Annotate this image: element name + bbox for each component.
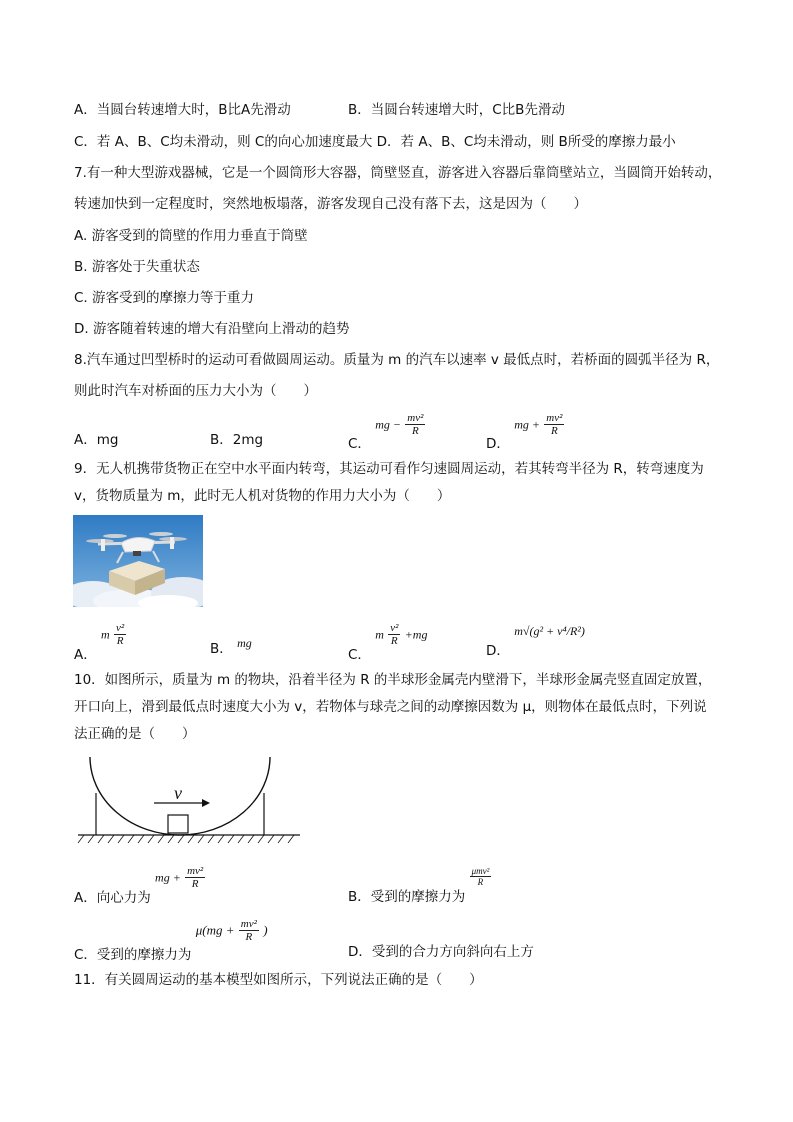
q10-option-c-lhs: μ(mg + [195, 922, 235, 938]
q8-option-d [486, 412, 564, 452]
q9-option-c [348, 622, 428, 663]
q7-option-b: B. 游客处于失重状态 [74, 259, 200, 275]
q8-option-d-label: D． [486, 435, 510, 452]
fraction-numerator: μmv² [471, 866, 490, 876]
q10-option-a [74, 865, 205, 906]
q10-stem-line1: 10．如图所示，质量为 m 的物块，沿着半径为 R 的半球形金属壳内壁滑下，半球形金属壳竖直固定放置， [74, 672, 712, 688]
fraction-numerator: v² [116, 622, 125, 634]
q6-option-a: A．当圆台转速增大时，B比A先滑动 [74, 102, 291, 118]
fraction-denominator: R [191, 878, 199, 890]
fraction-numerator: v² [390, 622, 399, 634]
q10-stem-line3: 法正确的是（ ） [74, 726, 196, 742]
fraction-denominator: R [116, 635, 124, 647]
q8-option-d-lhs: mg + [514, 417, 540, 432]
q8-option-c-label: C． [348, 435, 371, 452]
q8-option-b: B．2mg [210, 432, 264, 448]
q7-option-d: D. 游客随着转速的增大有沿壁向上滑动的趋势 [74, 321, 350, 337]
q8-option-a: A．mg [74, 432, 119, 448]
fraction-denominator: R [550, 425, 558, 437]
q10-stem-line2: 开口向上，滑到最低点时速度大小为 v，若物体与球壳之间的动摩擦因数为 μ，则物体在最低点时，下列说 [74, 699, 707, 715]
q8-option-d-fraction [544, 412, 564, 437]
q9-option-b-expr: mg [237, 636, 252, 650]
q10-option-b-text: B．受到的摩擦力为 [348, 888, 466, 905]
q9-option-d-label: D． [486, 643, 510, 659]
fraction-numerator: mv² [240, 918, 257, 930]
q8-stem-line2: 则此时汽车对桥面的压力大小为（ ） [74, 383, 317, 399]
ground-hatching [78, 835, 294, 843]
q10-option-d: D．受到的合力方向斜向右上方 [348, 944, 534, 960]
q9-stem-line1: 9．无人机携带货物正在空中水平面内转弯，其运动可看作匀速圆周运动，若其转弯半径为 R，转弯速度为 [74, 461, 704, 477]
fraction-denominator: R [390, 635, 398, 647]
q10-option-b-fraction [470, 866, 492, 887]
q9-option-a [74, 622, 126, 663]
q9-option-b-label: B． [210, 641, 233, 657]
q7-stem-line1: 7.有一种大型游戏器械，它是一个圆筒形大容器，筒壁竖直，游客进入容器后靠筒壁站立，当圆筒开始转动， [74, 165, 722, 181]
q9-option-d [486, 622, 585, 659]
q9-option-c-plus-mg: +mg [404, 627, 428, 642]
q10-option-b [348, 866, 491, 905]
q9-option-b [210, 636, 252, 658]
q8-option-c-lhs: mg − [375, 417, 401, 432]
q9-option-a-m: m [101, 627, 110, 642]
q11-stem: 11．有关圆周运动的基本模型如图所示，下列说法正确的是（ ） [74, 972, 483, 988]
q9-stem-line2: v，货物质量为 m，此时无人机对货物的作用力大小为（ ） [74, 488, 451, 504]
q9-option-a-fraction [114, 622, 126, 647]
q7-option-a: A. 游客受到的筒壁的作用力垂直于筒壁 [74, 228, 308, 244]
q8-option-c-fraction [405, 412, 425, 437]
fraction-numerator: mv² [187, 865, 204, 877]
q9-option-c-label: C． [348, 646, 371, 663]
q9-option-a-label: A． [74, 646, 97, 663]
q9-option-d-expr: m√(g² + v⁴/R²) [514, 624, 585, 638]
q6-option-b: B．当圆台转速增大时，C比B先滑动 [348, 102, 565, 118]
q7-stem-line2: 转速加快到一定程度时，突然地板塌落，游客发现自己没有落下去，这是因为（ ） [74, 196, 587, 212]
q10-option-a-text: A．向心力为 [74, 889, 151, 906]
drone-photo [73, 515, 203, 607]
fraction-denominator: R [411, 425, 419, 437]
q8-stem-line1: 8.汽车通过凹型桥时的运动可看做圆周运动。质量为 m 的汽车以速率 v 最低点时，若桥面的圆弧半径为 R， [74, 352, 720, 368]
q10-option-c-rparen: ) [263, 922, 268, 938]
q7-option-c: C. 游客受到的摩擦力等于重力 [74, 290, 255, 306]
q10-option-a-lhs: mg + [155, 870, 181, 885]
fraction-numerator: mv² [407, 412, 424, 424]
velocity-label: v [174, 783, 182, 803]
fraction-denominator: R [245, 931, 253, 943]
q9-option-c-fraction [388, 622, 400, 647]
drone-illustration [73, 515, 203, 607]
hemisphere-diagram [74, 753, 304, 853]
hemisphere-shell-figure [74, 753, 304, 853]
q9-option-c-m: m [375, 627, 384, 642]
q8-option-c [348, 412, 425, 452]
q10-option-c-fraction [239, 918, 259, 943]
q6-option-cd: C．若 A、B、C均未滑动，则 C的向心加速度最大 D．若 A、B、C均未滑动，则 B所受的摩擦力最小 [74, 134, 676, 150]
fraction-denominator: R [477, 877, 484, 887]
q10-option-a-fraction [185, 865, 205, 890]
fraction-numerator: mv² [546, 412, 563, 424]
q10-option-c-text: C．受到的摩擦力为 [74, 946, 192, 963]
q10-option-c [74, 918, 268, 963]
